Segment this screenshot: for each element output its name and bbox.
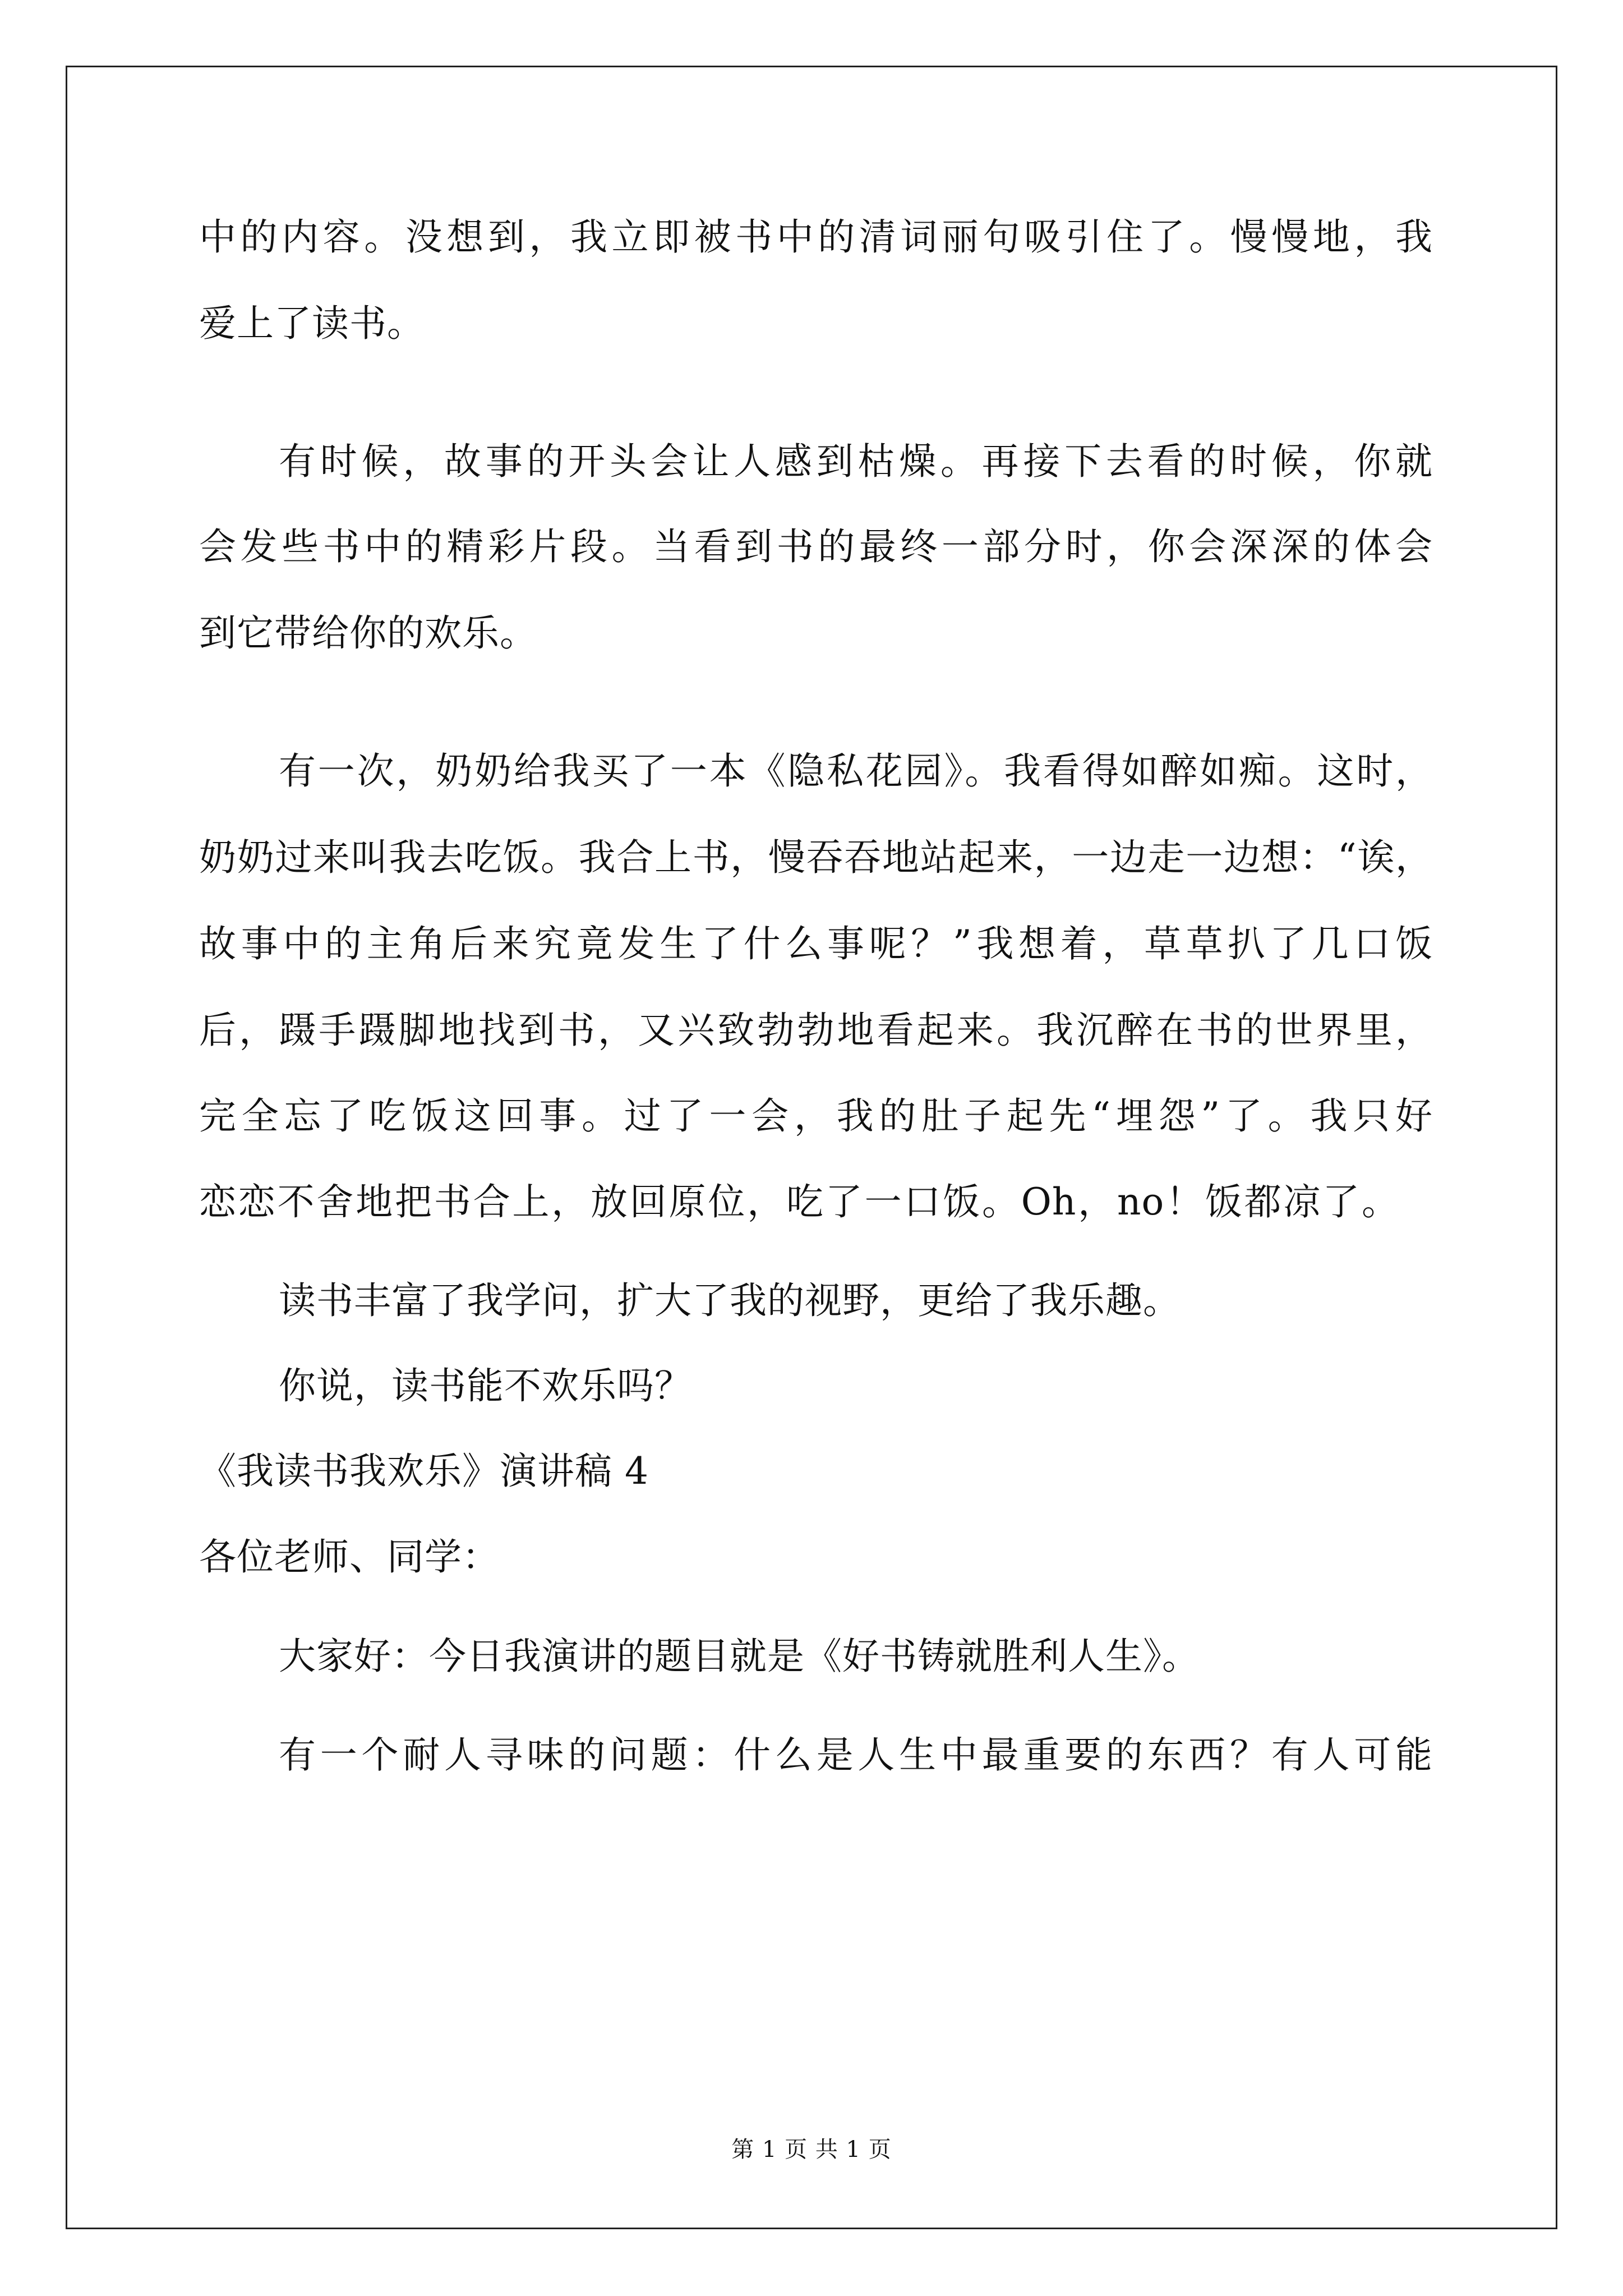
salutation: 各位老师、同学： [199, 1535, 500, 1579]
text-line: 到它带给你的欢乐。 [199, 611, 537, 655]
page-number: 第 1 页 共 1 页 [731, 2137, 892, 2162]
text-line: 恋恋不舍地把书合上，放回原位，吃了一口饭。Oh，no！饭都凉了。 [199, 1180, 1399, 1223]
text-line: 大家好：今日我演讲的题目就是《好书铸就胜利人生》。 [279, 1635, 1200, 1678]
text-line: 爱上了读书。 [199, 302, 425, 345]
text-line: 有一个耐人寻味的问题：什么是人生中最重要的东西？有人可能 [279, 1733, 1433, 1777]
text-line: 有一次，奶奶给我买了一本《隐私花园》。我看得如醉如痴。这时， [279, 749, 1433, 793]
text-line: 完全忘了吃饭这回事。过了一会，我的肚子起先“埋怨”了。我只好 [199, 1094, 1433, 1138]
text-line: 奶奶过来叫我去吃饭。我合上书，慢吞吞地站起来，一边走一边想：“诶， [199, 836, 1433, 879]
text-line: 故事中的主角后来究竟发生了什么事呢？”我想着，草草扒了几口饭 [199, 922, 1433, 965]
text-line: 你说，读书能不欢乐吗？ [279, 1364, 692, 1407]
text-line: 中的内容。没想到，我立即被书中的清词丽句吸引住了。慢慢地，我 [199, 215, 1433, 259]
section-title: 《我读书我欢乐》演讲稿 4 [199, 1450, 649, 1493]
text-line: 会发些书中的精彩片段。当看到书的最终一部分时，你会深深的体会 [199, 525, 1433, 568]
text-line: 后，蹑手蹑脚地找到书，又兴致勃勃地看起来。我沉醉在书的世界里， [199, 1009, 1433, 1052]
text-line: 读书丰富了我学问，扩大了我的视野，更给了我乐趣。 [279, 1279, 1181, 1322]
page-border [66, 66, 1557, 2229]
text-line: 有时候，故事的开头会让人感到枯燥。再接下去看的时候，你就 [279, 440, 1433, 483]
